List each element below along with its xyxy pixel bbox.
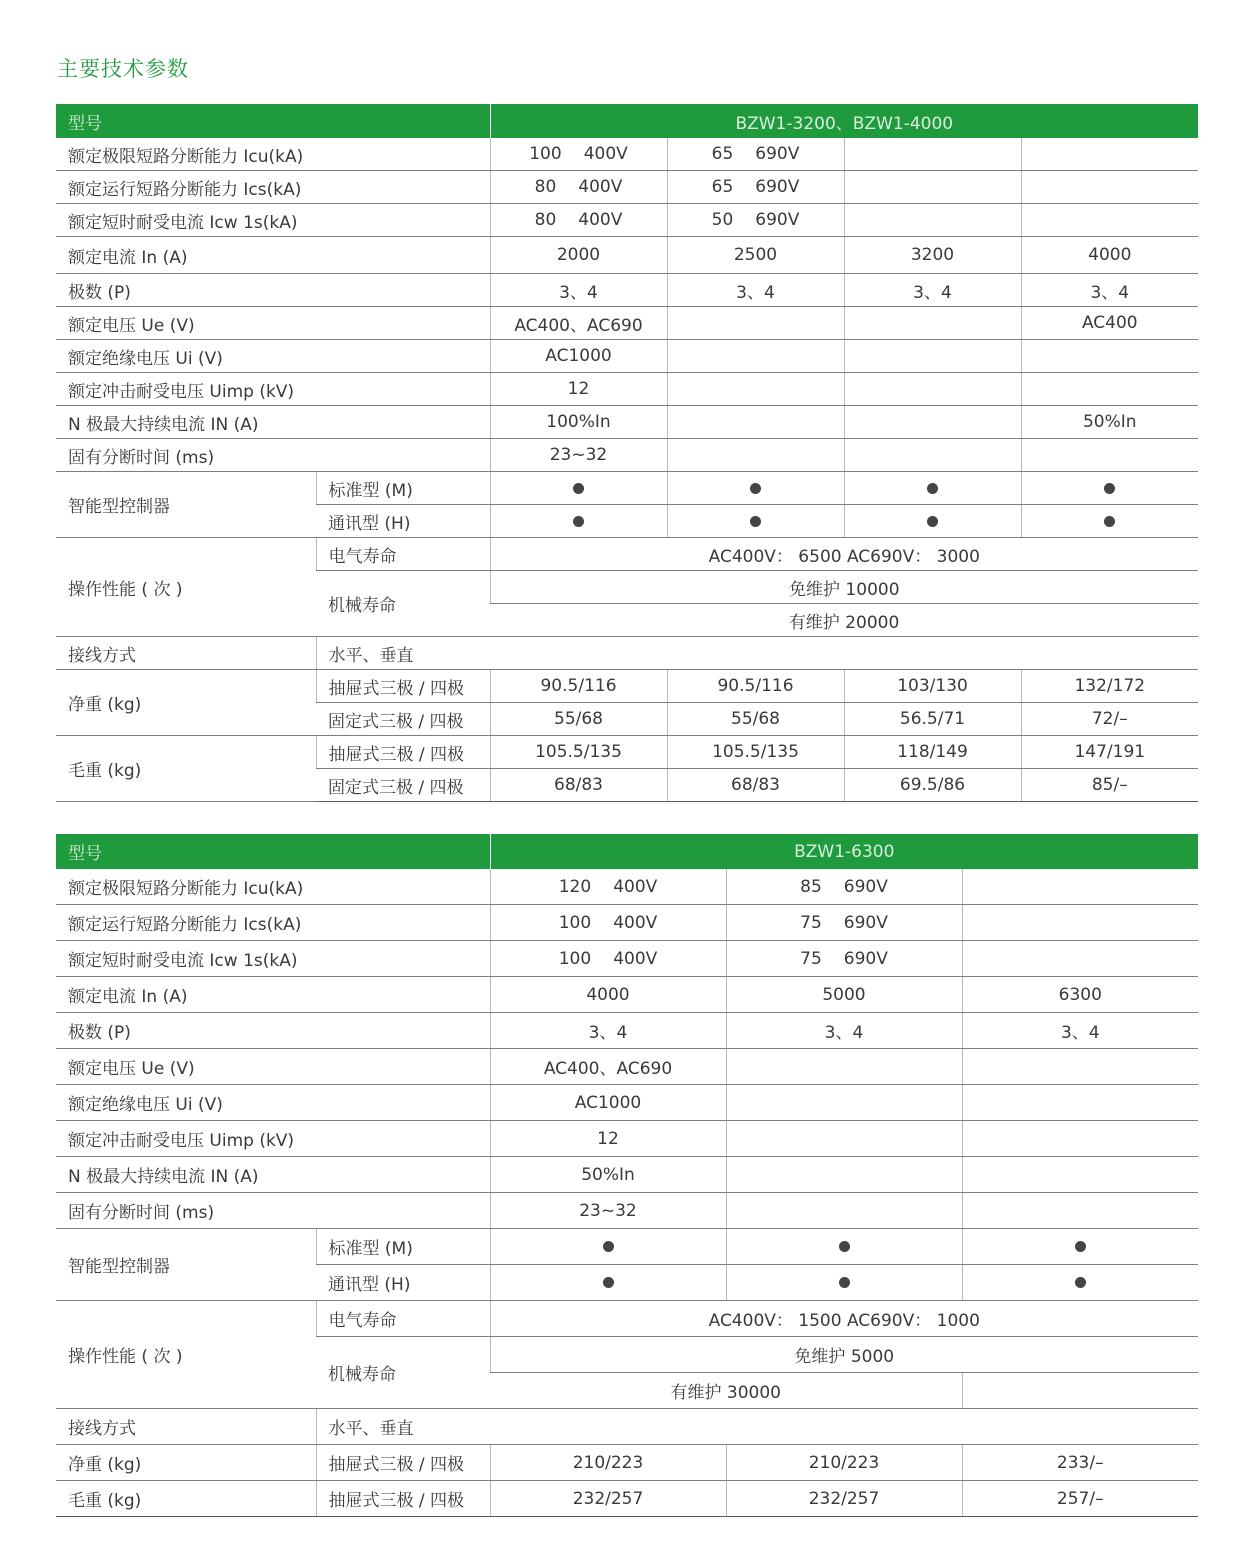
row-label: 额定极限短路分断能力 Icu(kA) [56, 138, 490, 171]
cell-value: AC400V： 1500 AC690V： 1000 [490, 1301, 1198, 1337]
table-row [56, 1085, 1198, 1121]
cell-value: 147/191 [1021, 736, 1198, 769]
cell-empty [962, 1085, 1198, 1121]
cell-empty [1021, 373, 1198, 406]
sub-label: 机械寿命 [316, 1337, 490, 1409]
table-row [56, 307, 1198, 340]
row-label: 额定电流 In (A) [56, 977, 490, 1013]
table-row [56, 1409, 1198, 1445]
cell-value: 132/172 [1021, 670, 1198, 703]
table-row [56, 1301, 1198, 1337]
row-label: 固有分断时间 (ms) [56, 439, 490, 472]
row-label: 额定冲击耐受电压 Uimp (kV) [56, 1121, 490, 1157]
cell-empty [962, 941, 1198, 977]
row-label: 智能型控制器 [56, 472, 316, 538]
sub-label: 机械寿命 [316, 571, 490, 637]
row-label: 极数 (P) [56, 1013, 490, 1049]
cell-value: 2000 [490, 237, 667, 274]
cell-value: 105.5/135 [490, 736, 667, 769]
table-row [56, 406, 1198, 439]
bullet-icon [573, 483, 584, 494]
cell-value: 65 690V [667, 171, 844, 204]
cell-value: 80 400V [490, 171, 667, 204]
cell-value: 水平、垂直 [316, 637, 490, 670]
sub-label: 电气寿命 [316, 1301, 490, 1337]
cell-empty [844, 340, 1021, 373]
cell-value: AC400、AC690 [490, 1049, 726, 1085]
table-row [56, 472, 1198, 505]
cell-empty [844, 204, 1021, 237]
table-row [56, 439, 1198, 472]
spec-table-bzw1-6300 [56, 834, 1198, 1517]
cell-value: 257/– [962, 1481, 1198, 1517]
bullet-icon [573, 516, 584, 527]
sub-label: 固定式三极 / 四极 [316, 703, 490, 736]
cell-dot [962, 1265, 1198, 1301]
cell-dot [844, 472, 1021, 505]
cell-value: 50%In [1021, 406, 1198, 439]
cell-value: 100 400V [490, 941, 726, 977]
cell-empty [667, 439, 844, 472]
cell-empty [490, 1409, 1198, 1445]
cell-empty [962, 1157, 1198, 1193]
bullet-icon [927, 483, 938, 494]
bullet-icon [603, 1277, 614, 1288]
table-row [56, 941, 1198, 977]
cell-value: 3、4 [1021, 274, 1198, 307]
row-label: 额定短时耐受电流 Icw 1s(kA) [56, 941, 490, 977]
cell-value: 免维护 10000 [490, 571, 1198, 604]
section-title: 主要技术参数 [57, 57, 189, 81]
bullet-icon [1104, 516, 1115, 527]
cell-empty [1021, 204, 1198, 237]
table-row [56, 637, 1198, 670]
cell-empty [962, 1193, 1198, 1229]
model-label: 型号 [56, 834, 490, 869]
row-label: 额定运行短路分断能力 Ics(kA) [56, 905, 490, 941]
cell-value: 75 690V [726, 941, 962, 977]
table-row [56, 1121, 1198, 1157]
cell-value: 3、4 [667, 274, 844, 307]
row-label: N 极最大持续电流 IN (A) [56, 406, 490, 439]
row-label: 接线方式 [56, 637, 316, 670]
sub-label: 通讯型 (H) [316, 1265, 490, 1301]
cell-dot [844, 505, 1021, 538]
table-header-row [56, 104, 1198, 138]
spec-table-bzw1-3200-4000 [56, 104, 1198, 802]
cell-value: 有维护 30000 [490, 1373, 962, 1409]
row-label: 额定极限短路分断能力 Icu(kA) [56, 869, 490, 905]
sub-label: 标准型 (M) [316, 1229, 490, 1265]
cell-value: 68/83 [667, 769, 844, 802]
table-header-row [56, 834, 1198, 869]
table-row [56, 736, 1198, 769]
row-label: 毛重 (kg) [56, 1481, 316, 1517]
cell-value: 100 400V [490, 138, 667, 171]
cell-value: 118/149 [844, 736, 1021, 769]
cell-value: 120 400V [490, 869, 726, 905]
model-label: 型号 [56, 104, 490, 138]
cell-value: 4000 [490, 977, 726, 1013]
model-name: BZW1-3200、BZW1-4000 [490, 104, 1198, 138]
table-row [56, 373, 1198, 406]
table-row [56, 138, 1198, 171]
cell-value: 4000 [1021, 237, 1198, 274]
cell-value: 3、4 [490, 274, 667, 307]
cell-value: 72/– [1021, 703, 1198, 736]
cell-value: 3200 [844, 237, 1021, 274]
table-row [56, 171, 1198, 204]
table-row [56, 1229, 1198, 1265]
cell-value: 90.5/116 [490, 670, 667, 703]
sub-label: 抽屉式三极 / 四极 [316, 1445, 490, 1481]
cell-dot [962, 1229, 1198, 1265]
bullet-icon [750, 516, 761, 527]
sub-label: 抽屉式三极 / 四极 [316, 736, 490, 769]
cell-value: AC400 [1021, 307, 1198, 340]
cell-empty [1021, 138, 1198, 171]
cell-dot [667, 505, 844, 538]
cell-value: 3、4 [844, 274, 1021, 307]
sub-label: 标准型 (M) [316, 472, 490, 505]
cell-value: AC400、AC690 [490, 307, 667, 340]
cell-value: 100%In [490, 406, 667, 439]
row-label: 额定运行短路分断能力 Ics(kA) [56, 171, 490, 204]
cell-value: 80 400V [490, 204, 667, 237]
row-label: 额定绝缘电压 Ui (V) [56, 1085, 490, 1121]
cell-empty [667, 340, 844, 373]
cell-value: 85/– [1021, 769, 1198, 802]
cell-value: 210/223 [726, 1445, 962, 1481]
cell-value: 75 690V [726, 905, 962, 941]
row-label: 额定短时耐受电流 Icw 1s(kA) [56, 204, 490, 237]
cell-value: 50%In [490, 1157, 726, 1193]
cell-empty [962, 905, 1198, 941]
cell-empty [1021, 439, 1198, 472]
cell-empty [726, 1121, 962, 1157]
row-label: 额定冲击耐受电压 Uimp (kV) [56, 373, 490, 406]
cell-value: 2500 [667, 237, 844, 274]
cell-value: 水平、垂直 [316, 1409, 490, 1445]
cell-value: 6300 [962, 977, 1198, 1013]
row-label: 净重 (kg) [56, 670, 316, 736]
row-label: N 极最大持续电流 IN (A) [56, 1157, 490, 1193]
cell-empty [726, 1049, 962, 1085]
cell-value: 68/83 [490, 769, 667, 802]
table-row [56, 340, 1198, 373]
table-row [56, 1049, 1198, 1085]
cell-value: 232/257 [726, 1481, 962, 1517]
sub-label: 通讯型 (H) [316, 505, 490, 538]
cell-empty [844, 373, 1021, 406]
cell-value: 232/257 [490, 1481, 726, 1517]
cell-value: 3、4 [962, 1013, 1198, 1049]
cell-value: 65 690V [667, 138, 844, 171]
cell-dot [490, 505, 667, 538]
cell-empty [490, 637, 1198, 670]
cell-value: AC1000 [490, 1085, 726, 1121]
row-label: 操作性能 ( 次 ) [56, 1301, 316, 1409]
row-label: 智能型控制器 [56, 1229, 316, 1301]
cell-value: 3、4 [726, 1013, 962, 1049]
table-row [56, 977, 1198, 1013]
table-row [56, 538, 1198, 571]
cell-empty [726, 1193, 962, 1229]
cell-value: 105.5/135 [667, 736, 844, 769]
row-label: 接线方式 [56, 1409, 316, 1445]
bullet-icon [750, 483, 761, 494]
sub-label: 固定式三极 / 四极 [316, 769, 490, 802]
cell-value: 55/68 [667, 703, 844, 736]
table-row [56, 1193, 1198, 1229]
row-label: 操作性能 ( 次 ) [56, 538, 316, 637]
cell-empty [844, 406, 1021, 439]
cell-value: 23~32 [490, 1193, 726, 1229]
cell-dot [490, 1229, 726, 1265]
cell-value: 103/130 [844, 670, 1021, 703]
bullet-icon [1075, 1277, 1086, 1288]
cell-value: 3、4 [490, 1013, 726, 1049]
row-label: 固有分断时间 (ms) [56, 1193, 490, 1229]
cell-empty [962, 1049, 1198, 1085]
cell-empty [667, 373, 844, 406]
cell-value: 210/223 [490, 1445, 726, 1481]
table-row [56, 869, 1198, 905]
table-row [56, 1445, 1198, 1481]
cell-empty [726, 1157, 962, 1193]
bullet-icon [603, 1241, 614, 1252]
cell-empty [962, 1121, 1198, 1157]
cell-dot [726, 1229, 962, 1265]
row-label: 额定绝缘电压 Ui (V) [56, 340, 490, 373]
cell-value: 85 690V [726, 869, 962, 905]
cell-value: 5000 [726, 977, 962, 1013]
cell-value: 12 [490, 373, 667, 406]
bullet-icon [839, 1277, 850, 1288]
cell-empty [1021, 340, 1198, 373]
table-row [56, 1157, 1198, 1193]
cell-dot [1021, 472, 1198, 505]
cell-value: 12 [490, 1121, 726, 1157]
cell-value: 56.5/71 [844, 703, 1021, 736]
cell-empty [844, 439, 1021, 472]
sub-label: 抽屉式三极 / 四极 [316, 670, 490, 703]
cell-value: 免维护 5000 [490, 1337, 1198, 1373]
cell-empty [667, 406, 844, 439]
row-label: 极数 (P) [56, 274, 490, 307]
cell-empty [844, 138, 1021, 171]
model-name: BZW1-6300 [490, 834, 1198, 869]
table-row [56, 274, 1198, 307]
cell-value: 100 400V [490, 905, 726, 941]
bullet-icon [927, 516, 938, 527]
cell-dot [667, 472, 844, 505]
cell-dot [726, 1265, 962, 1301]
table-row [56, 1013, 1198, 1049]
cell-empty [844, 307, 1021, 340]
cell-value: 有维护 20000 [490, 604, 1198, 637]
cell-value: 69.5/86 [844, 769, 1021, 802]
row-label: 净重 (kg) [56, 1445, 316, 1481]
table-row [56, 905, 1198, 941]
sub-label: 抽屉式三极 / 四极 [316, 1481, 490, 1517]
sub-label: 电气寿命 [316, 538, 490, 571]
cell-dot [490, 472, 667, 505]
cell-value: 50 690V [667, 204, 844, 237]
cell-value: 233/– [962, 1445, 1198, 1481]
cell-dot [1021, 505, 1198, 538]
cell-value: 23~32 [490, 439, 667, 472]
cell-value: 55/68 [490, 703, 667, 736]
table-row [56, 1481, 1198, 1517]
cell-value: 90.5/116 [667, 670, 844, 703]
bullet-icon [839, 1241, 850, 1252]
row-label: 额定电压 Ue (V) [56, 1049, 490, 1085]
row-label: 毛重 (kg) [56, 736, 316, 802]
bullet-icon [1075, 1241, 1086, 1252]
cell-empty [844, 171, 1021, 204]
cell-empty [962, 869, 1198, 905]
cell-empty [667, 307, 844, 340]
cell-value: AC1000 [490, 340, 667, 373]
cell-empty [1021, 171, 1198, 204]
row-label: 额定电压 Ue (V) [56, 307, 490, 340]
cell-value: AC400V： 6500 AC690V： 3000 [490, 538, 1198, 571]
row-label: 额定电流 In (A) [56, 237, 490, 274]
table-row [56, 204, 1198, 237]
cell-empty [726, 1085, 962, 1121]
cell-empty [962, 1373, 1198, 1409]
cell-dot [490, 1265, 726, 1301]
table-row [56, 670, 1198, 703]
bullet-icon [1104, 483, 1115, 494]
table-row [56, 237, 1198, 274]
